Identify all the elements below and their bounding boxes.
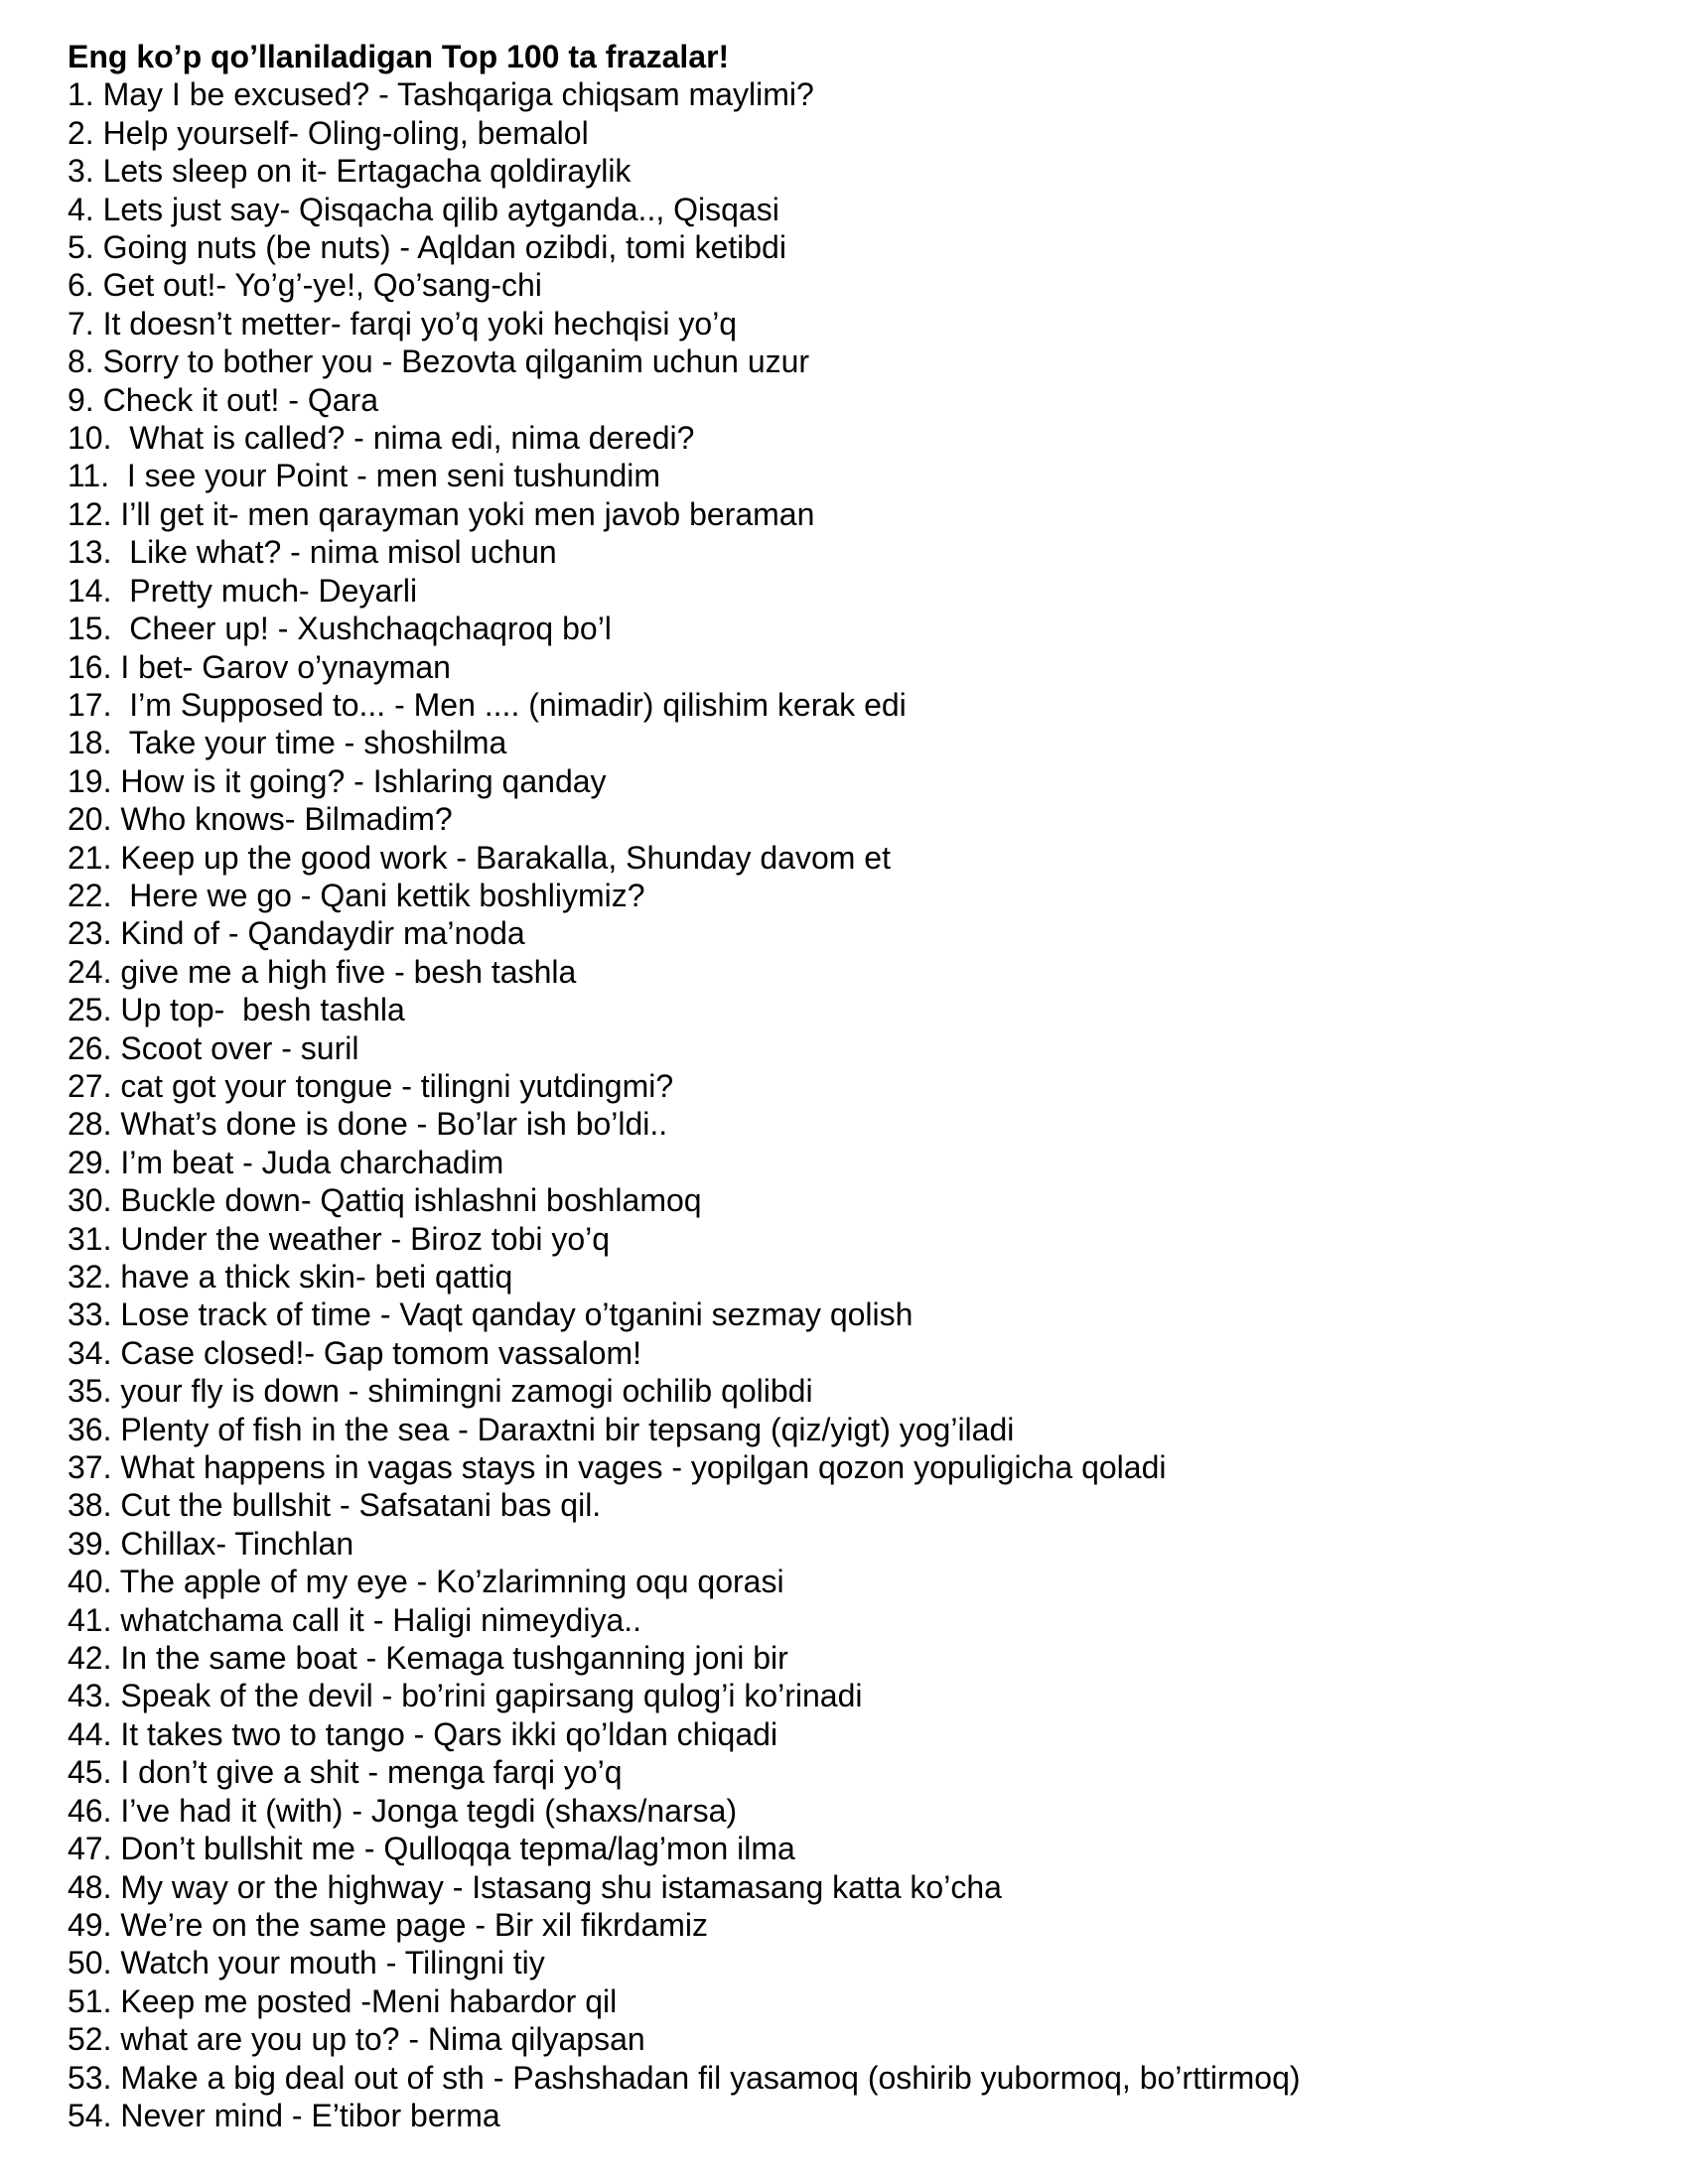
phrase-item: 14. Pretty much- Deyarli <box>68 572 418 609</box>
phrase-item: 12. I’ll get it- men qarayman yoki men javob beraman <box>68 495 815 532</box>
phrase-item: 23. Kind of - Qandaydir ma’noda <box>68 915 525 952</box>
phrase-item: 11. I see your Point - men seni tushundim <box>68 458 661 494</box>
phrase-item: 28. What’s done is done - Bo’lar ish bo’ldi.. <box>68 1106 668 1143</box>
phrase-item: 48. My way or the highway - Istasang shu istamasang katta ko’cha <box>68 1868 1002 1905</box>
phrase-item: 40. The apple of my eye - Ko’zlarimning oqu qorasi <box>68 1564 784 1600</box>
phrase-item: 33. Lose track of time - Vaqt qanday o’tganini sezmay qolish <box>68 1297 914 1333</box>
phrase-item: 8. Sorry to bother you - Bezovta qilganim uchun uzur <box>68 343 810 380</box>
phrase-item: 37. What happens in vagas stays in vages - yopilgan qozon yopuligicha qoladi <box>68 1449 1167 1486</box>
phrase-item: 21. Keep up the good work - Barakalla, Shunday davom et <box>68 839 891 876</box>
phrase-item: 54. Never mind - E’tibor berma <box>68 2097 500 2133</box>
phrase-item: 9. Check it out! - Qara <box>68 381 379 418</box>
phrase-item: 15. Cheer up! - Xushchaqchaqroq bo’l <box>68 611 612 647</box>
phrase-item: 1. May I be excused? - Tashqariga chiqsam maylimi? <box>68 76 814 113</box>
phrase-item: 20. Who knows- Bilmadim? <box>68 801 453 838</box>
phrase-item: 29. I’m beat - Juda charchadim <box>68 1144 504 1180</box>
phrase-item: 16. I bet- Garov o’ynayman <box>68 648 451 685</box>
phrase-item: 4. Lets just say- Qisqacha qilib aytganda.., Qisqasi <box>68 191 779 227</box>
phrase-item: 51. Keep me posted -Meni habardor qil <box>68 1982 618 2019</box>
phrase-item: 18. Take your time - shoshilma <box>68 725 507 761</box>
phrase-item: 43. Speak of the devil - bo’rini gapirsang qulog’i ko’rinadi <box>68 1678 863 1714</box>
phrase-item: 46. I’ve had it (with) - Jonga tegdi (shaxs/narsa) <box>68 1792 738 1829</box>
phrase-item: 38. Cut the bullshit - Safsatani bas qil. <box>68 1487 602 1524</box>
phrase-item: 50. Watch your mouth - Tilingni tiy <box>68 1945 545 1981</box>
phrase-item: 49. We’re on the same page - Bir xil fikrdamiz <box>68 1906 708 1943</box>
phrase-item: 10. What is called? - nima edi, nima deredi? <box>68 420 695 457</box>
phrase-item: 26. Scoot over - suril <box>68 1029 359 1066</box>
phrase-item: 13. Like what? - nima misol uchun <box>68 534 557 571</box>
phrase-item: 5. Going nuts (be nuts) - Aqldan ozibdi, tomi ketibdi <box>68 229 786 266</box>
phrase-item: 35. your fly is down - shimingni zamogi ochilib qolibdi <box>68 1373 813 1410</box>
phrase-item: 2. Help yourself- Oling-oling, bemalol <box>68 114 589 151</box>
phrase-item: 7. It doesn’t metter- farqi yo’q yoki hechqisi yo’q <box>68 305 738 341</box>
phrase-item: 41. whatchama call it - Haligi nimeydiya.. <box>68 1601 642 1638</box>
phrase-item: 30. Buckle down- Qattiq ishlashni boshlamoq <box>68 1182 702 1219</box>
phrase-item: 22. Here we go - Qani kettik boshliymiz? <box>68 877 645 913</box>
phrase-item: 52. what are you up to? - Nima qilyapsan <box>68 2021 645 2058</box>
phrase-item: 25. Up top- besh tashla <box>68 992 405 1028</box>
phrase-item: 39. Chillax- Tinchlan <box>68 1525 354 1562</box>
phrase-item: 27. cat got your tongue - tilingni yutdingmi? <box>68 1067 674 1104</box>
document-title: Eng ko’p qo’llaniladigan Top 100 ta frazalar! <box>68 39 730 74</box>
phrase-item: 32. have a thick skin- beti qattiq <box>68 1259 513 1295</box>
phrase-item: 45. I don’t give a shit - menga farqi yo’q <box>68 1754 623 1791</box>
phrase-item: 47. Don’t bullshit me - Qulloqqa tepma/lag’mon ilma <box>68 1831 795 1867</box>
phrase-item: 36. Plenty of fish in the sea - Daraxtni bir tepsang (qiz/yigt) yog’iladi <box>68 1411 1015 1447</box>
document-page <box>68 38 1656 2134</box>
phrase-item: 3. Lets sleep on it- Ertagacha qoldiraylik <box>68 153 632 190</box>
phrase-item: 34. Case closed!- Gap tomom vassalom! <box>68 1334 642 1371</box>
phrase-item: 6. Get out!- Yo’g’-ye!, Qo’sang-chi <box>68 267 542 304</box>
phrase-list <box>68 75 1656 2134</box>
phrase-item: 44. It takes two to tango - Qars ikki qo’ldan chiqadi <box>68 1715 778 1752</box>
phrase-item: 53. Make a big deal out of sth - Pashshadan fil yasamoq (oshirib yubormoq, bo’rttirmoq) <box>68 2059 1301 2096</box>
phrase-item: 42. In the same boat - Kemaga tushganning joni bir <box>68 1640 788 1677</box>
phrase-item: 19. How is it going? - Ishlaring qanday <box>68 762 607 799</box>
phrase-item: 17. I’m Supposed to... - Men .... (nimadir) qilishim kerak edi <box>68 686 907 723</box>
phrase-item: 31. Under the weather - Biroz tobi yo’q <box>68 1220 611 1257</box>
phrase-item: 24. give me a high five - besh tashla <box>68 953 577 990</box>
